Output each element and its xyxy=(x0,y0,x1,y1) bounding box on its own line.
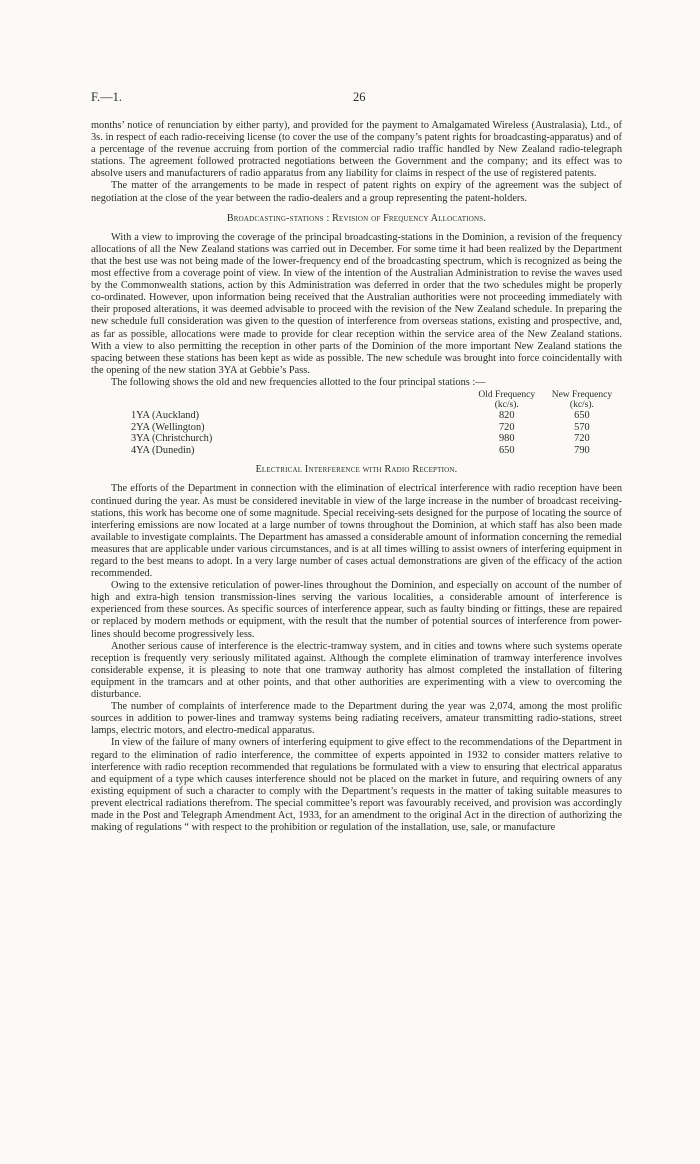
paragraph: The following shows the old and new frequencies allotted to the four principal stations :— xyxy=(111,376,486,388)
paragraph: months’ notice of renunciation by either party), and provided for the payment to Amalgamated Wireless (Australasia), Ltd., of 3s. in respect of each radio-receiving license (to cover the use of the company’s patent rights for broadcasting-apparatus) and of a percentage of the revenue accruing from portion of the commercial radio traffic handled by New Zealand radio-telegraph stations. The agreement followed protracted negotiations between the Government and the company; and its effect was to absolve users and manufacturers of radio apparatus from any liability for claims in respect of the use of registered patents. xyxy=(91,120,622,180)
document-reference: F.—1. xyxy=(91,90,122,104)
paragraph: The efforts of the Department in connection with the elimination of electrical interference with radio reception have been continued during the year. As must be considered inevitable in view of the large increase in the number of broadcast receiving-stations, this work has become one of some magnitude. Special receiving-sets designed for the purpose of locating the source of interfering emissions are now located at a large number of towns throughout the Dominion, at which staff has also been made available to investigate complaints. The Department has amassed a considerable amount of information concerning the remedial measures that are applicable under various circumstances, and is at all times willing to assist owners of interfering equipment in regard to the best means to adopt. In a very large number of cases actual demonstrations are given of the efficacy of the action recommended. xyxy=(91,483,622,580)
section-heading: Electrical Interference with Radio Reception. xyxy=(255,464,458,476)
paragraph: The number of complaints of interference made to the Department during the year was 2,074, among the most prolific sources in addition to power-lines and tramway systems being radiating receivers, amateur transmitting radio-stations, street lamps, electric motors, and electro-medical apparatus. xyxy=(91,701,622,737)
new-frequency: 790 xyxy=(574,444,590,456)
table-row xyxy=(91,422,622,434)
paragraph: The matter of the arrangements to be made in respect of patent rights on expiry of the agreement was the subject of negotiation at the close of the year between the radio-dealers and a group representing the patent-holders. xyxy=(91,180,622,204)
new-frequency: 650 xyxy=(574,409,590,421)
station-name: 3YA (Christchurch) xyxy=(131,433,213,445)
old-frequency: 720 xyxy=(499,421,515,433)
new-frequency-header: New Frequency (kc/s). xyxy=(551,389,613,410)
station-name: 4YA (Dunedin) xyxy=(131,444,195,456)
old-frequency: 820 xyxy=(499,409,515,421)
table-row xyxy=(91,410,622,422)
old-frequency-header: Old Frequency (kc/s). xyxy=(478,389,536,410)
table-header-row xyxy=(91,390,622,410)
old-frequency: 980 xyxy=(499,433,515,445)
table-row xyxy=(91,445,622,457)
paragraph: Owing to the extensive reticulation of power-lines throughout the Dominion, and especially on account of the number of high and extra-high tension transmission-lines serving the various localities, a considerable amount of interference is experienced from these sources. As specific sources of interference appear, such as faulty binding or fittings, these are repaired or replaced by modern methods or equipment, with the result that the number of potential sources of interference from power-lines should become progressively less. xyxy=(91,580,622,640)
frequency-table xyxy=(91,390,622,456)
page-header xyxy=(91,90,622,106)
paragraph: With a view to improving the coverage of the principal broadcasting-stations in the Dominion, a revision of the frequency allocations of all the New Zealand stations was carried out in December. For some time it had been realized by the Department that the best use was not being made of the lower-frequency end of the broadcasting spectrum, which is recognized as being the most effective from a coverage point of view. In view of the intention of the Australian Administration to revise the waves used by the Commonwealth stations, action by this Administration was deferred in order that the two schedules might be properly co-ordinated. However, upon information being received that the Australian authorities were not proceeding immediately with their proposed alterations, it was deemed advisable to proceed with the revision of the New Zealand schedule. In preparing the new schedule full consideration was given to the question of interference from overseas stations, existing and prospective, and, as far as possible, allocations were made to provide for clear reception within the service area of the New Zealand stations. With a view to also permitting the reception in other parts of the Dominion of the more important New Zealand stations the spacing between these stations has been kept as wide as possible. The new schedule was brought into force coincidentally with the opening of the new station 3YA at Gebbie’s Pass. xyxy=(91,231,622,376)
page-number: 26 xyxy=(353,90,366,104)
section-heading: Broadcasting-stations : Revision of Frequency Allocations. xyxy=(226,212,487,224)
station-name: 2YA (Wellington) xyxy=(131,421,205,433)
paragraph: Another serious cause of interference is the electric-tramway system, and in cities and towns where such systems operate reception is frequently very seriously militated against. Although the complete elimination of tramway interference involves considerable expense, it is pleasing to note that one tramway authority has almost completed the installation of filtering equipment in the tramcars and at other points, and that other authorities are experimenting with a view to overcoming the disturbance. xyxy=(91,640,622,701)
new-frequency: 720 xyxy=(574,433,590,445)
table-row xyxy=(91,433,622,445)
document-body xyxy=(91,120,622,834)
old-frequency: 650 xyxy=(499,444,515,456)
station-name: 1YA (Auckland) xyxy=(131,409,200,421)
paragraph: In view of the failure of many owners of interfering equipment to give effect to the recommendations of the Department in regard to the elimination of radio interference, the committee of experts appointed in 1932 to consider matters relative to interference with radio reception recommended that regulations be formulated with a view to ensuring that electrical apparatus and equipment of a type which causes interference should not be placed on the market in future, and requiring owners of any existing equipment of such a character to comply with the Department’s requests in the matter of taking suitable measures to prevent electrical radiations therefrom. The special committee’s report was favourably received, and provision was accordingly made in the Post and Telegraph Amendment Act, 1933, for an amendment to the original Act in the direction of authorizing the making of regulations “ with respect to the prohibition or regulation of the installation, use, sale, or manufacture xyxy=(91,737,622,834)
new-frequency: 570 xyxy=(574,421,590,433)
